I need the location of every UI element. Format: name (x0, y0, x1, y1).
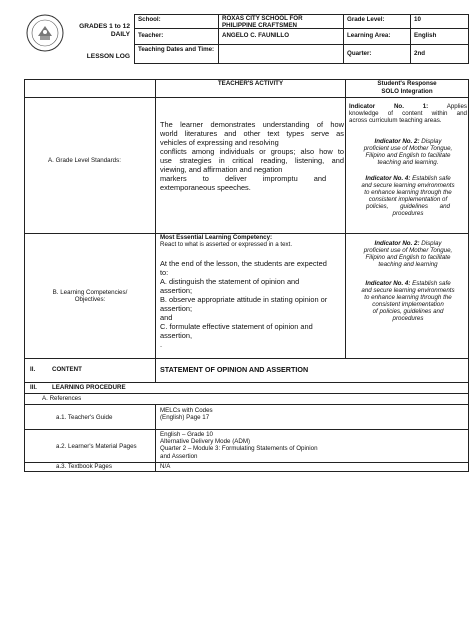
indicator-4-line: Indicator No. 4: Establish safe (365, 175, 451, 182)
indicator-4-line: Indicator No. 4: Establish safe (365, 280, 451, 287)
procedure-label: LEARNING PROCEDURE (52, 384, 126, 391)
indicator-2-title: Indicator No. 2: (374, 138, 420, 145)
grades-label: GRADES 1 to 12 (79, 23, 130, 30)
competencies-label-line: Objectives: (74, 296, 106, 304)
content-num: II. (30, 366, 36, 373)
competencies-label (26, 289, 154, 303)
solo-integration-header: SOLO Integration (381, 88, 433, 95)
references-label: A. References (42, 395, 82, 402)
standards-line: viewing, and affirmation and negation (160, 165, 283, 174)
indicator-4-line: consistent implementation (372, 301, 444, 308)
school-value: ROXAS CITY SCHOOL FOR PHILIPPINE CRAFTSMEN (222, 15, 303, 30)
indicator-4-line: of policies, guidelines and (372, 308, 444, 315)
standards-line: extemporaneous speeches. (160, 183, 251, 192)
teacher-value: ANGELO C. FAUNILLO (222, 32, 290, 39)
indicator-2-standards (349, 138, 467, 166)
learning-area-value: English (414, 32, 437, 39)
dates-label: Teaching Dates and Time: (138, 46, 215, 53)
standards-text (160, 120, 344, 192)
deped-logo (26, 14, 64, 52)
standards-line: vehicles of expressing and resolving (160, 138, 279, 147)
indicator-2-line: Filipino and English to facilitate (365, 152, 451, 159)
objective-line: . (160, 340, 163, 349)
indicator-4-line: and secure learning environments (361, 182, 455, 189)
quarter-value: 2nd (414, 50, 426, 57)
indicator-2-line: Indicator No. 2: Display (374, 240, 442, 247)
indicator-2-line: teaching and learning. (377, 159, 439, 166)
indicator-4-line: policies, guidelines and (366, 203, 450, 210)
indicator-1-title: Indicator No. 1: (349, 103, 429, 110)
learners-line: and Assertion (160, 452, 198, 460)
indicator-4-standards (349, 175, 467, 217)
content-label: CONTENT (52, 366, 82, 373)
indicator-2-line: proficient use of Mother Tongue, (363, 145, 453, 152)
indicator-1-line: across curriculum teaching areas. (349, 117, 442, 124)
indicator-2-line: teaching and learning (378, 261, 438, 268)
grade-level-value: 10 (414, 16, 421, 23)
standards-line: world literatures and other text types serve as (160, 129, 344, 138)
school-label: School: (138, 16, 161, 23)
indicator-4-competencies (349, 280, 467, 322)
learners-line: Alternative Delivery Mode (ADM) (160, 438, 251, 446)
indicator-4-line: consistent implementation of (368, 196, 448, 203)
indicator-2-line: Indicator No. 2: Display (374, 138, 442, 145)
procedure-num: III. (30, 384, 37, 391)
indicator-4-title: Indicator No. 4: (365, 175, 411, 182)
teachers-activity-header: TEACHER'S ACTIVITY (217, 80, 284, 87)
objective-line: to: (160, 268, 169, 277)
competencies-label-line: B. Learning Competencies/ (52, 289, 128, 296)
students-response-header: Student's Response (377, 80, 437, 87)
standards-line: markers to deliver impromptu and (160, 174, 327, 183)
indicator-1-line: Indicator No. 1: Applies (349, 103, 467, 110)
teachers-guide-line: MELCs with Codes (160, 407, 213, 414)
teacher-label: Teacher: (138, 32, 164, 39)
content-label-cell (24, 358, 156, 383)
indicator-2-line: proficient use of Mother Tongue, (363, 247, 453, 254)
objective-line: assertion, (160, 331, 193, 340)
indicator-4-line: procedures (392, 315, 424, 322)
dates-value-cell (218, 44, 344, 64)
lesson-log-label: LESSON LOG (86, 53, 130, 60)
indicator-1-line: knowledge of content within and (349, 110, 467, 117)
textbook-value-cell (155, 462, 469, 472)
standards-label: A. Grade Level Standards: (48, 157, 121, 164)
standards-line: The learner demonstrates understanding of how (160, 120, 344, 129)
indicator-4-line: to enhance learning through the (364, 189, 452, 196)
standards-label-cell (24, 97, 156, 234)
learners-value (160, 431, 318, 460)
quarter-label: Quarter: (347, 50, 372, 57)
teachers-guide-value (160, 407, 213, 421)
indicator-1 (349, 103, 467, 124)
objective-line: C. formulate effective statement of opinion and (160, 322, 313, 331)
objectives-text (160, 259, 344, 349)
indicator-2-competencies (349, 240, 467, 268)
objective-line: assertion; (160, 286, 193, 295)
grade-level-label: Grade Level: (347, 16, 385, 23)
indicator-4-title: Indicator No. 4: (365, 280, 411, 287)
daily-label: DAILY (110, 31, 130, 38)
objective-line: At the end of the lesson, the students are expected (160, 259, 327, 268)
textbook-label: a.3. Textbook Pages (56, 463, 112, 470)
objective-line: B. observe appropriate attitude in stating opinion or (160, 295, 328, 304)
content-value: STATEMENT OF OPINION AND ASSERTION (160, 365, 309, 374)
table-header-left (24, 79, 156, 98)
objective-line: A. distinguish the statement of opinion and (160, 277, 300, 286)
learners-line: Quarter 2 – Module 3: Formulating Statements of Opinion (160, 445, 318, 453)
indicator-2-line: Filipino and English to facilitate (365, 254, 451, 261)
indicator-2-title: Indicator No. 2: (374, 240, 420, 247)
objective-line: and (160, 313, 173, 322)
learners-label: a.2. Learner's Material Pages (56, 443, 137, 450)
indicator-4-line: to enhance learning through the (364, 294, 452, 301)
teachers-guide-line: (English) Page 17 (160, 414, 210, 422)
learners-line: English – Grade 10 (160, 431, 213, 438)
objective-line: assertion; (160, 304, 193, 313)
learning-area-label: Learning Area: (347, 32, 391, 39)
standards-line: use strategies in critical reading, listening, and (160, 156, 344, 165)
indicator-4-line: and secure learning environments (361, 287, 455, 294)
melc-text: React to what is asserted or expressed in a text. (160, 241, 293, 248)
teachers-guide-label: a.1. Teacher's Guide (56, 414, 113, 421)
indicator-4-line: procedures (392, 210, 424, 217)
standards-line: conflicts among individuals or groups; also how to (160, 147, 344, 156)
melc-title: Most Essential Learning Competency: (160, 234, 273, 241)
textbook-value: N/A (160, 463, 171, 470)
